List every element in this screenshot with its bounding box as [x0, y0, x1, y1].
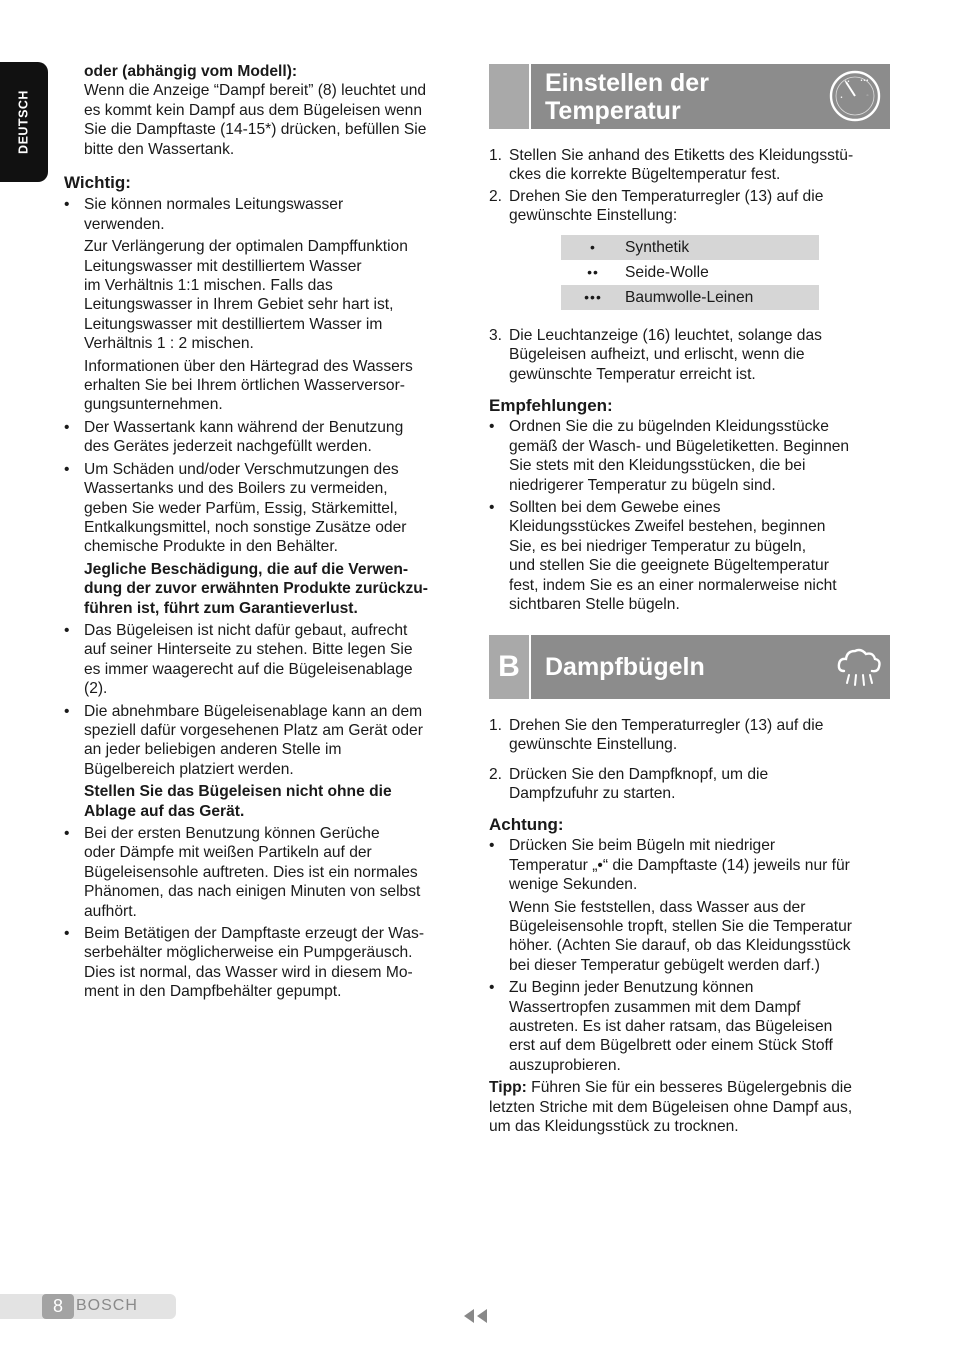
achtung-list	[489, 836, 891, 1075]
temperature-settings-table	[561, 235, 819, 310]
wichtig-heading: Wichtig:	[64, 173, 131, 192]
steam-cloud-icon	[836, 645, 882, 694]
language-tab	[0, 62, 48, 182]
temperature-dots: •	[561, 235, 625, 260]
step-text: Drücken Sie den Dampfknopf, um die Dampfzufuhr zu starten.	[509, 765, 769, 803]
fabric-label: Seide-Wolle	[625, 263, 709, 281]
wichtig-item	[64, 195, 469, 414]
achtung-heading: Achtung:	[489, 815, 564, 834]
achtung-item-text: • Zu Beginn jeder Benutzung können Wassertropfen zusammen mit dem Dampf austreten. Es ist daher ratsam, das Bügeleisen erst auf dem Bügelbrett oder einem Stück Stoff auszuprobieren.	[509, 979, 833, 1074]
step-number: 2.	[489, 187, 503, 205]
steam-section-title: Dampfbügeln	[545, 653, 705, 681]
wichtig-item	[64, 460, 469, 618]
step-text: Drehen Sie den Temperaturregler (13) auf die gewünschte Einstellung:	[509, 187, 824, 225]
temperature-step-3	[489, 326, 891, 384]
achtung-section	[489, 815, 891, 1137]
achtung-item	[489, 836, 891, 975]
section-letter-box	[489, 64, 531, 129]
brand-name: BOSCH	[76, 1297, 138, 1314]
tip-paragraph	[489, 1078, 891, 1136]
achtung-item-text: • Drücken Sie beim Bügeln mit niedriger Temperatur „•“ die Dampftaste (14) jeweils nur für wenige Sekunden.	[509, 837, 850, 894]
tip-label: Tipp:	[489, 1079, 527, 1097]
title-line-2: Temperatur	[545, 97, 681, 125]
tip-text: Führen Sie für ein besseres Bügelergebnis die letzten Striche mit dem Bügeleisen ohne Dampf aus, um das Kleidungsstück zu trocknen.	[489, 1079, 853, 1136]
model-note-heading: oder (abhängig vom Modell):	[84, 63, 298, 80]
wichtig-item-text: Zur Verlängerung der optimalen Dampffunktion Leitungswasser mit destilliertem Wasser im Verhältnis 1:1 mischen. Falls das Leitungswasser in Ihrem Gebiet sehr hart ist, Leitungswasser mit destilliertem Wasser im Verhältnis 1 : 2 mischen.	[84, 238, 408, 353]
wichtig-item-text: • Um Schäden und/oder Verschmutzungen des Wassertanks und des Boilers zu vermeiden, geben Sie weder Parfüm, Essig, Stärkemittel, Entkalkungsmittel, noch sonstige Zusätze oder chemische Produkte in den Behälter.	[84, 460, 407, 556]
temperature-step	[489, 146, 891, 185]
achtung-item-text: Wenn Sie feststellen, dass Wasser aus der Bügeleisensohle tropft, stellen Sie die Temperatur höher. (Achten Sie darauf, ob das Kleidungsstück bei dieser Temperatur gebügelt werden darf.)	[509, 898, 852, 974]
temperature-dial-icon	[828, 69, 882, 128]
wichtig-item	[64, 418, 469, 457]
svg-text:••: ••	[844, 79, 850, 85]
wichtig-item-text: • Beim Betätigen der Dampftaste erzeugt der Was- serbehälter möglicherweise ein Pumpgeräusch. Dies ist normal, das Wasser wird in diesem Mo- ment in den Dampfbehälter gepumpt.	[84, 925, 425, 1001]
wichtig-item	[64, 621, 469, 699]
svg-text:◦: ◦	[866, 93, 869, 99]
steam-section-header	[489, 635, 890, 699]
wichtig-item-warning: Jegliche Beschädigung, die auf die Verwen- dung der zuvor erwähnten Produkte zurückzu- führen ist, führt zum Garantieverlust.	[84, 560, 428, 617]
recommendations-section	[489, 396, 891, 614]
temperature-section-title	[545, 69, 709, 125]
wichtig-item	[64, 702, 469, 821]
temperature-section-header	[489, 64, 890, 129]
temperature-setting-row	[561, 235, 819, 260]
recommendations-heading: Empfehlungen:	[489, 396, 613, 415]
wichtig-item-warning: Stellen Sie das Bügeleisen nicht ohne die Ablage auf das Gerät.	[84, 783, 392, 820]
step-number: 1.	[489, 147, 503, 164]
step-text: Stellen Sie anhand des Etiketts des Kleidungsstü- ckes die korrekte Bügeltemperatur fest.	[509, 147, 854, 184]
wichtig-item-text: • Der Wassertank kann während der Benutzung des Gerätes jederzeit nachgefüllt werden.	[84, 418, 404, 456]
svg-text:•••: •••	[860, 78, 869, 84]
language-label: DEUTSCH	[16, 90, 31, 154]
step-text: Drehen Sie den Temperaturregler (13) auf die gewünschte Einstellung.	[509, 717, 824, 754]
temperature-dots: •••	[561, 285, 625, 310]
section-letter-b: B	[489, 635, 531, 699]
steam-step	[489, 716, 891, 755]
fabric-label: Baumwolle-Leinen	[625, 285, 819, 310]
recommendation-text: • Sollten bei dem Gewebe eines Kleidungsstückes Zweifel bestehen, beginnen Sie, es bei niedriger Temperatur zu bügeln, und stellen Sie die geeignete Bügeltemperatur fest, indem Sie es an einer normalerweise nicht sichtbaren Stelle bügeln.	[509, 499, 837, 614]
wichtig-section	[64, 173, 469, 1002]
temperature-setting-row	[561, 260, 819, 285]
temperature-step	[489, 326, 891, 384]
wichtig-item-text: • Das Bügeleisen ist nicht dafür gebaut, aufrecht auf seiner Hinterseite zu stehen. Bitte legen Sie es immer waagerecht auf die Bügeleisenablage (2).	[84, 621, 413, 698]
wichtig-item-text: Informationen über den Härtegrad des Wassers erhalten Sie bei Ihrem örtlichen Wasserversor- gungsunternehmen.	[84, 357, 413, 414]
fabric-label: Synthetik	[625, 235, 819, 260]
step-number: 3.	[489, 327, 503, 344]
steam-steps	[489, 716, 891, 804]
model-note-text: Wenn die Anzeige “Dampf bereit” (8) leuchtet und es kommt kein Dampf aus dem Bügeleisen wenn Sie die Dampftaste (14-15*) drücken, befüllen Sie bitte den Wassertank.	[84, 82, 427, 158]
recommendation-item	[489, 417, 891, 495]
achtung-item	[489, 978, 891, 1075]
svg-text:•: •	[840, 95, 843, 101]
wichtig-item-text: • Sie können normales Leitungswasser verwenden.	[84, 196, 344, 233]
temperature-dots: ••	[587, 263, 599, 280]
temperature-setting-row	[561, 285, 819, 310]
steam-step	[489, 765, 891, 804]
step-number: 1.	[489, 717, 503, 734]
temperature-step	[489, 187, 891, 226]
step-number: 2.	[489, 765, 503, 783]
wichtig-item	[64, 924, 469, 1002]
step-text: Die Leuchtanzeige (16) leuchtet, solange das Bügeleisen aufheizt, und erlischt, wenn die gewünschte Temperatur erreicht ist.	[509, 327, 822, 383]
wichtig-item	[64, 824, 469, 921]
temperature-steps	[489, 146, 891, 226]
wichtig-item-text: • Die abnehmbare Bügeleisenablage kann an dem speziell dafür vorgesehenen Platz am Gerät oder an jeder beliebigen anderen Stelle im Bügelbereich platziert werden.	[84, 702, 423, 778]
wichtig-item-text: • Bei der ersten Benutzung können Gerüche oder Dämpfe mit weißen Partikeln auf der Bügeleisensohle auftreten. Dies ist ein normales Phänomen, das nach einigen Minuten von selbst aufhört.	[84, 825, 421, 920]
model-note	[84, 62, 469, 159]
recommendation-text: • Ordnen Sie die zu bügelnden Kleidungsstücke gemäß der Wasch- und Bügeletiketten. Beginnen Sie stets mit den Kleidungsstücken, die bei niedrigerer Temperatur zu bügeln sind.	[509, 418, 850, 494]
recommendation-item	[489, 498, 891, 614]
page-number: 8	[42, 1294, 74, 1319]
title-line-1: Einstellen der	[545, 69, 709, 97]
wichtig-list	[64, 195, 469, 1001]
back-arrows-icon[interactable]	[462, 1308, 490, 1329]
recommendations-list	[489, 417, 891, 614]
